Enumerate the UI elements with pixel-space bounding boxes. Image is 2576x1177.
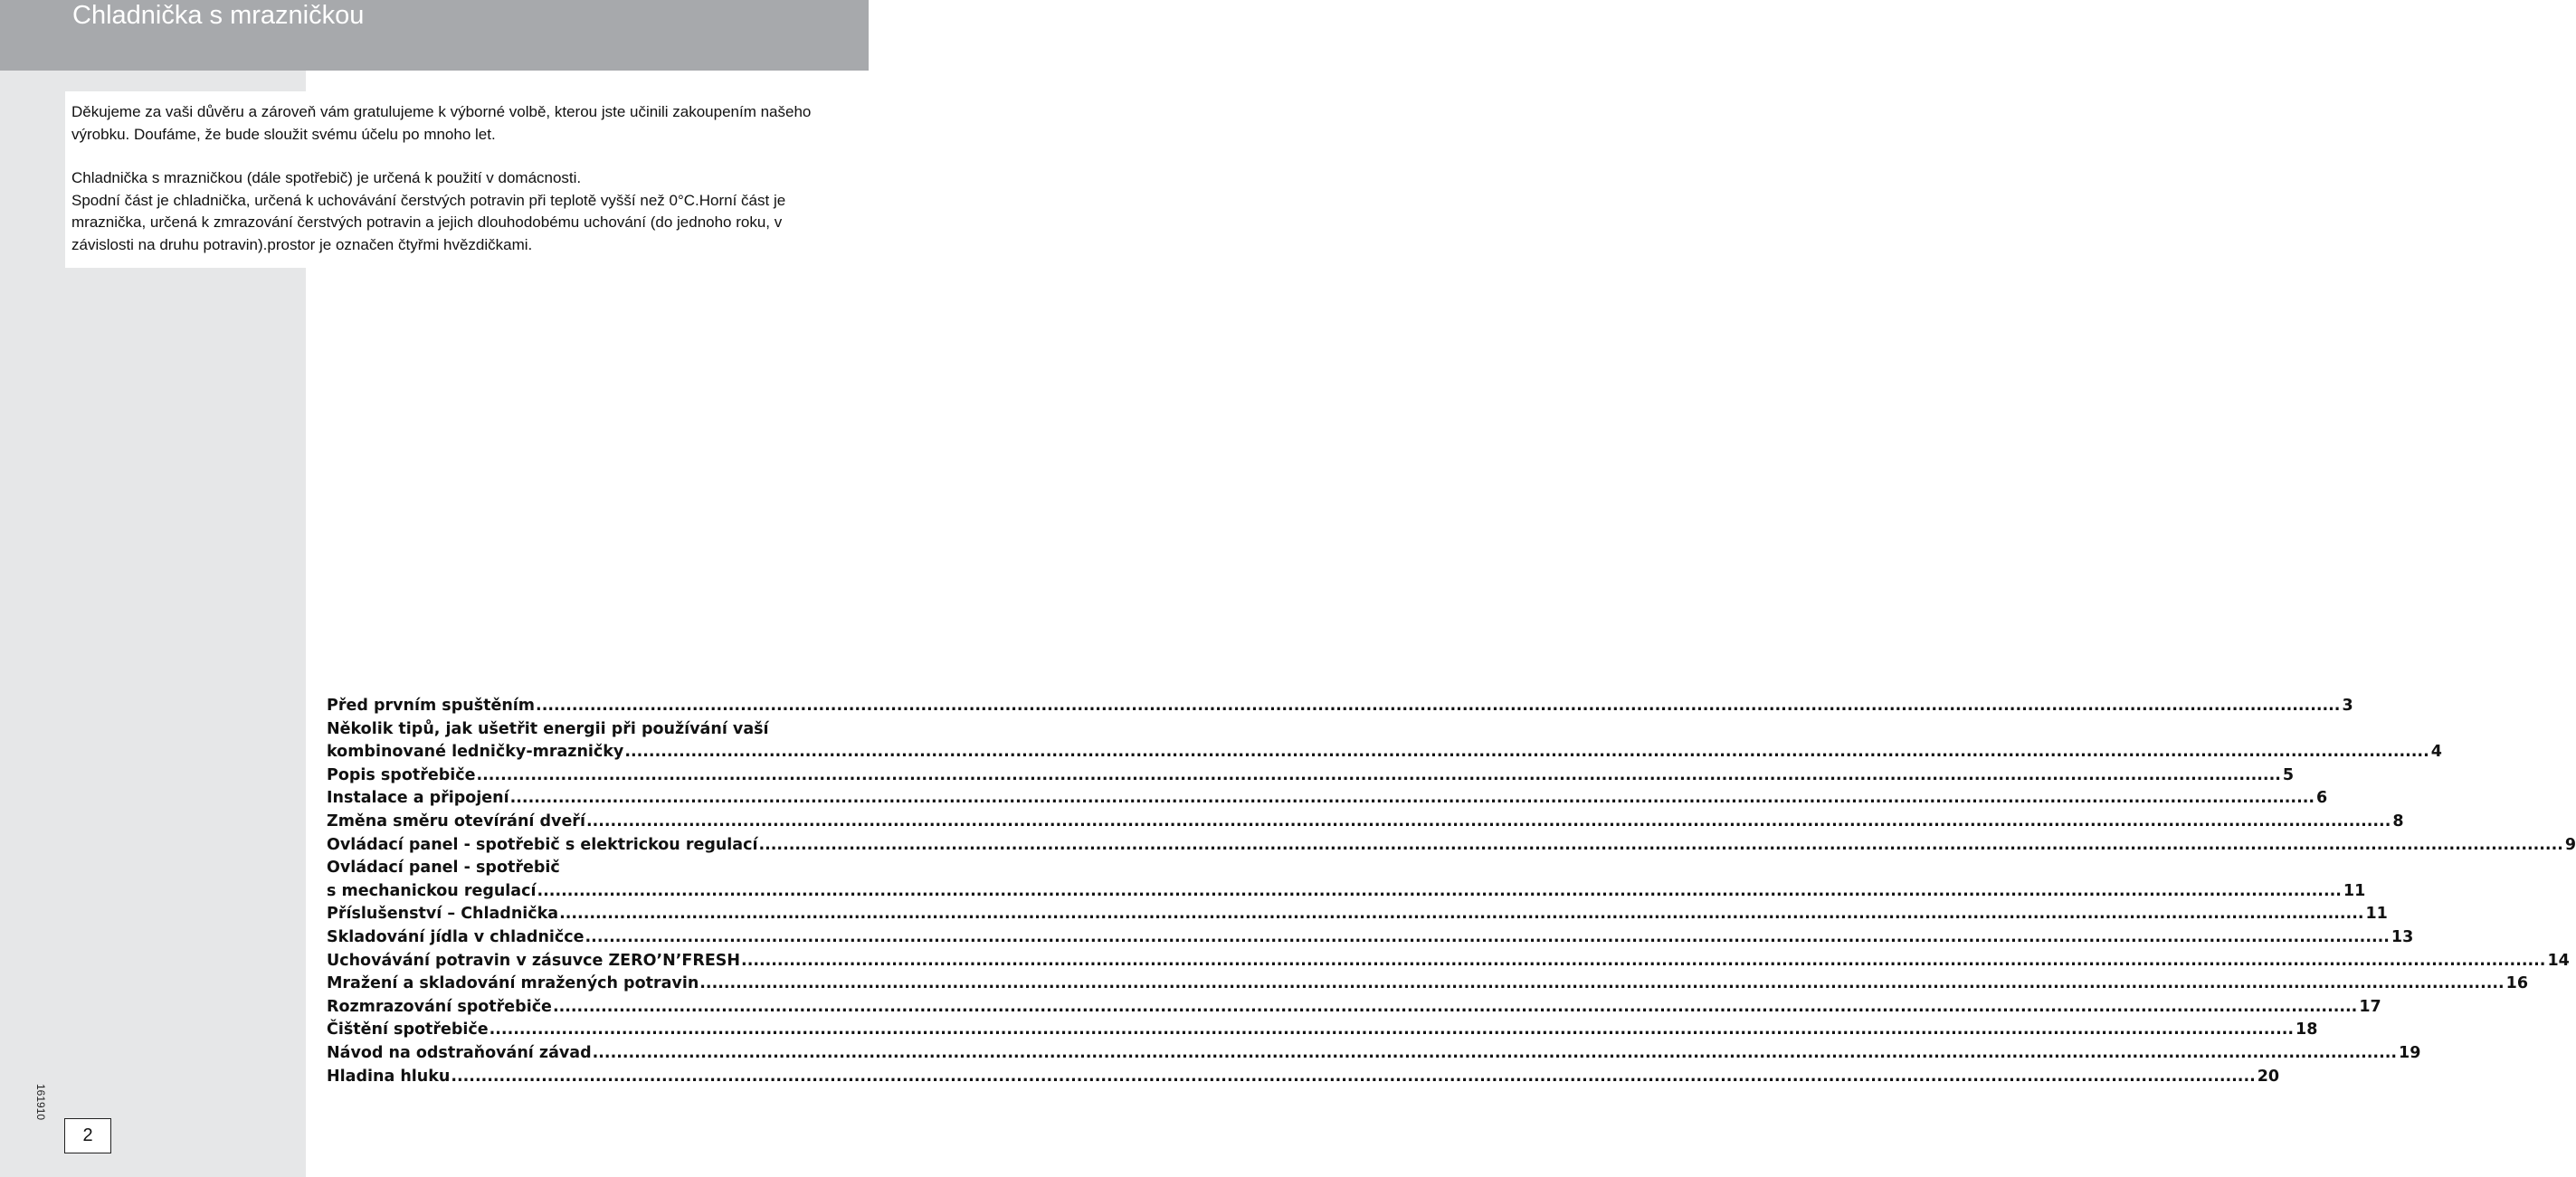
toc-entry [327, 973, 2529, 996]
page-number: 2 [64, 1118, 111, 1153]
toc-entry-page: 6 [2316, 789, 2328, 808]
intro-paragraph-2-rest: Spodní část je chladnička, určená k uchovávání čerstvých potravin při teplotě vyšší než 0°C.Horní část je mraznička, určená k zmrazování čerstvých potravin a jejich dlouhodobému uchování (do jednoho roku, v závislosti na druhu potravin).prostor je označen čtyřmi hvězdičkami. [71, 191, 786, 253]
toc-entry-label: Rozmrazování spotřebiče [327, 997, 552, 1016]
toc-dot-leader: ............................................................................................................................................................................................................................................................................................................ [585, 927, 2390, 946]
toc-dot-leader: ............................................................................................................................................................................................................................................................................................................ [592, 1043, 2398, 1062]
toc-entry-label: Příslušenství – Chladnička [327, 905, 559, 924]
toc-dot-leader: ............................................................................................................................................................................................................................................................................................................ [476, 765, 2281, 784]
toc-dot-leader: ............................................................................................................................................................................................................................................................................................................ [451, 1067, 2256, 1086]
toc-entry-page: 4 [2430, 743, 2442, 762]
toc-entry [327, 787, 2328, 811]
toc-dot-leader: ............................................................................................................................................................................................................................................................................................................ [559, 905, 2364, 924]
toc-entry [327, 811, 2404, 834]
toc-dot-leader: ............................................................................................................................................................................................................................................................................................................ [552, 997, 2358, 1016]
toc-entry-page: 17 [2359, 997, 2381, 1016]
toc-entry-label: Instalace a připojení [327, 789, 509, 808]
toc-entry-page: 11 [2343, 881, 2366, 900]
intro-paragraph-1: Děkujeme za vaši důvěru a zároveň vám gratulujeme k výborné volbě, kterou jste učinili zakoupením našeho výrobku. Doufáme, že bude sloužit svému účelu po mnoho let. [71, 103, 812, 143]
toc-dot-leader: ............................................................................................................................................................................................................................................................................................................ [489, 1020, 2295, 1039]
toc-entry-page: 5 [2282, 765, 2295, 784]
toc-entry-page: 20 [2257, 1067, 2280, 1086]
toc-dot-leader: ............................................................................................................................................................................................................................................................................................................ [509, 789, 2315, 808]
toc-dot-leader: ............................................................................................................................................................................................................................................................................................................ [624, 743, 2429, 762]
toc-dot-leader: ............................................................................................................................................................................................................................................................................................................ [758, 835, 2563, 854]
table-of-contents [327, 695, 2576, 1088]
toc-entry-label: Uchovávání potravin v zásuvce ZERO’N’FRESH [327, 951, 741, 970]
toc-entry-page: 3 [2342, 697, 2353, 715]
toc-entry-label: Ovládací panel - spotřebič s elektrickou regulací [327, 835, 758, 854]
toc-entry [327, 834, 2576, 858]
toc-entry-label: Popis spotřebiče [327, 765, 476, 784]
toc-entry [327, 903, 2388, 926]
toc-entry-label: Mražení a skladování mražených potravin [327, 974, 699, 993]
toc-entry-label: Čištění spotřebiče [327, 1020, 489, 1039]
page-title: Chladnička s mrazničkou [72, 1, 365, 30]
toc-entry-page: 9 [2564, 835, 2576, 854]
toc-entry-label: Ovládací panel - spotřebič [327, 859, 560, 878]
toc-entry-label: Před prvním spuštěním [327, 697, 536, 715]
toc-entry [327, 1066, 2280, 1089]
toc-dot-leader: ............................................................................................................................................................................................................................................................................................................ [585, 812, 2391, 831]
toc-entry-page: 13 [2391, 927, 2414, 946]
toc-entry [327, 1019, 2318, 1042]
toc-entry [327, 1042, 2421, 1066]
toc-entry-page: 18 [2296, 1020, 2318, 1039]
toc-entry-page: 19 [2399, 1043, 2421, 1062]
document-code: 161910 [34, 1084, 47, 1121]
toc-entry-label: s mechanickou regulací [327, 881, 537, 900]
toc-entry-page: 11 [2365, 905, 2388, 924]
toc-entry [327, 764, 2295, 788]
toc-dot-leader: ............................................................................................................................................................................................................................................................................................................ [537, 881, 2342, 900]
toc-dot-leader: ............................................................................................................................................................................................................................................................................................................ [741, 951, 2546, 970]
toc-entry-page: 8 [2392, 812, 2404, 831]
header-bar [0, 0, 869, 71]
toc-dot-leader: ............................................................................................................................................................................................................................................................................................................ [536, 697, 2341, 715]
toc-entry-label: Několik tipů, jak ušetřit energii při používání vaší [327, 719, 769, 738]
toc-entry [327, 857, 2366, 903]
toc-dot-leader: ............................................................................................................................................................................................................................................................................................................ [699, 974, 2505, 993]
toc-entry-page: 16 [2505, 974, 2529, 993]
intro-text [71, 101, 813, 256]
toc-entry-label: Skladování jídla v chladničce [327, 927, 585, 946]
toc-entry-page: 14 [2547, 951, 2570, 970]
toc-entry-label: Změna směru otevírání dveří [327, 812, 585, 831]
toc-entry-label: Návod na odstraňování závad [327, 1043, 592, 1062]
toc-entry-label: Hladina hluku [327, 1067, 451, 1086]
intro-paragraph-2-line-1: Chladnička s mrazničkou (dále spotřebič) je určená k použití v domácnosti. [71, 169, 582, 186]
toc-entry [327, 926, 2414, 950]
toc-entry [327, 996, 2381, 1020]
toc-entry-label: kombinované ledničky-mrazničky [327, 743, 624, 762]
toc-entry [327, 695, 2353, 718]
toc-entry [327, 718, 2442, 764]
toc-entry [327, 950, 2570, 973]
